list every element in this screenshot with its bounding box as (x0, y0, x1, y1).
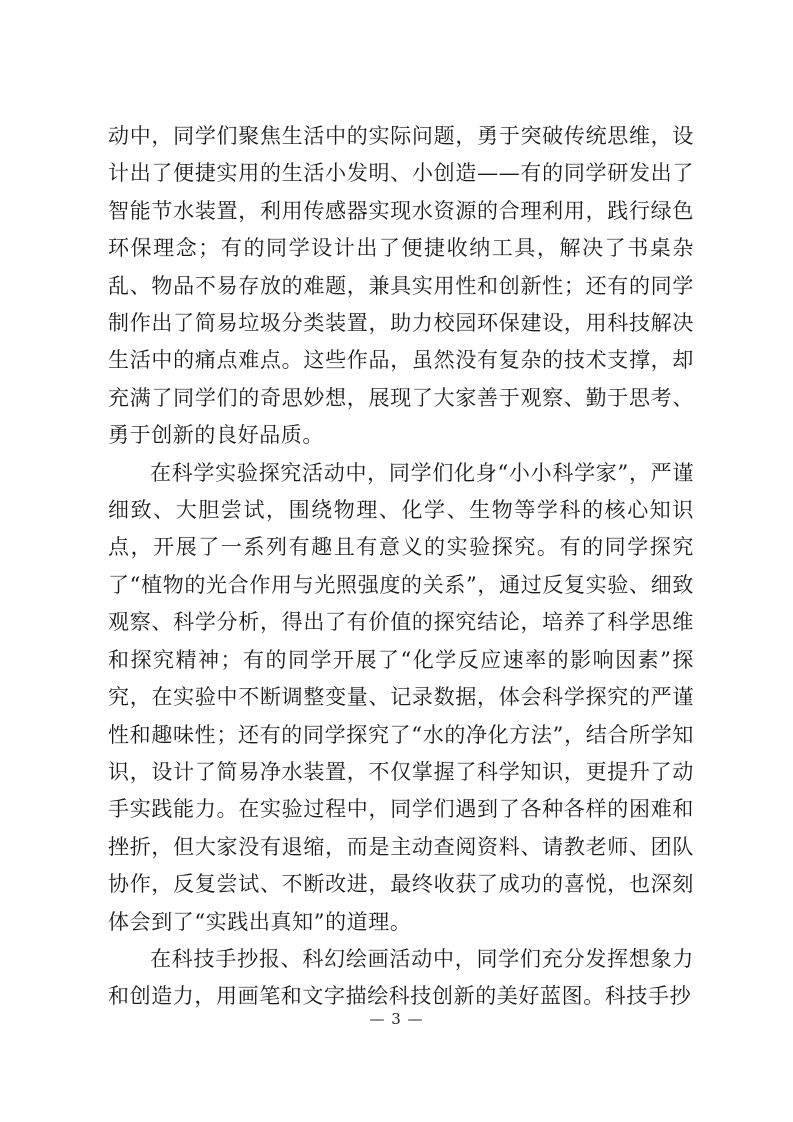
paragraph-science-experiments: 在科学实验探究活动中，同学们化身“小小科学家”，严谨细致、大胆尝试，围绕物理、化学、生物等学科的核心知识点，开展了一系列有趣且有意义的实验探究。有的同学探究了“植物的光合作用与光照强度的关系”，通过反复实验、细致观察、科学分析，得出了有价值的探究结论，培养了科学思维和探究精神；有的同学开展了“化学反应速率的影响因素”探究，在实验中不断调整变量、记录数据，体会科学探究的严谨性和趣味性；还有的同学探究了“水的净化方法”，结合所学知识，设计了简易净水装置，不仅掌握了科学知识，更提升了动手实践能力。在实验过程中，同学们遇到了各种各样的困难和挫折，但大家没有退缩，而是主动查阅资料、请教老师、团队协作，反复尝试、不断改进，最终收获了成功的喜悦，也深刻体会到了“实践出真知”的道理。 (108, 460, 694, 934)
page-number: — 3 — (369, 1010, 424, 1028)
body-text (108, 118, 694, 1016)
paragraph-posters-and-paintings: 在科技手抄报、科幻绘画活动中，同学们充分发挥想象力和创造力，用画笔和文字描绘科技创新的美好蓝图。科技手抄 (108, 946, 694, 1009)
paragraph-continued: 动中，同学们聚焦生活中的实际问题，勇于突破传统思维，设计出了便捷实用的生活小发明、小创造——有的同学研发出了智能节水装置，利用传感器实现水资源的合理利用，践行绿色环保理念；有的同学设计出了便捷收纳工具，解决了书桌杂乱、物品不易存放的难题，兼具实用性和创新性；还有的同学制作出了简易垃圾分类装置，助力校园环保建设，用科技解决生活中的痛点难点。这些作品，虽然没有复杂的技术支撑，却充满了同学们的奇思妙想，展现了大家善于观察、勤于思考、勇于创新的良好品质。 (108, 124, 694, 448)
